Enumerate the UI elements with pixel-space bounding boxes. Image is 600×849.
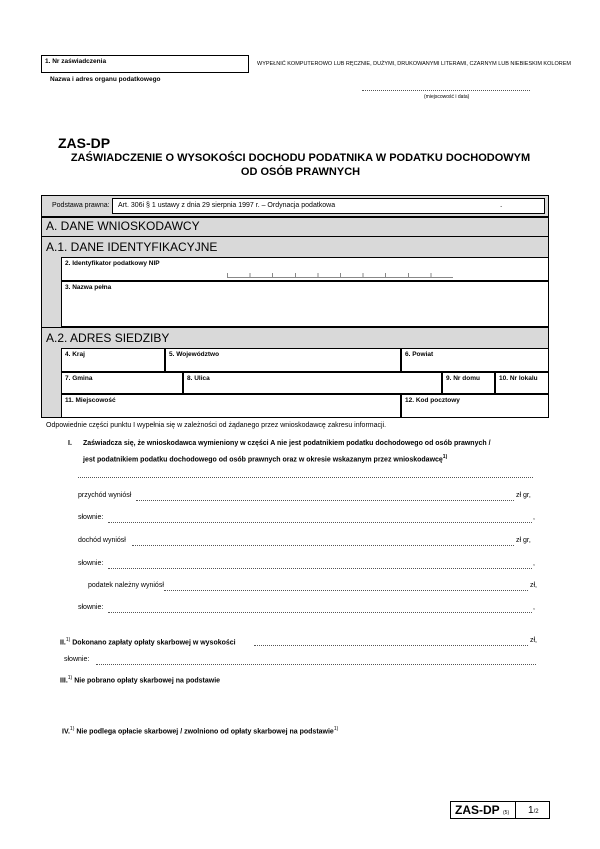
slownie-field-2[interactable] bbox=[108, 568, 532, 569]
nr-domu-label: 9. Nr domu bbox=[446, 375, 480, 382]
form-title-line2: OD OSÓB PRAWNYCH bbox=[240, 166, 361, 178]
miejscowosc-field[interactable] bbox=[61, 394, 401, 418]
przychod-field[interactable] bbox=[136, 500, 514, 501]
kraj-label: 4. Kraj bbox=[65, 351, 85, 358]
divider bbox=[41, 236, 549, 237]
part-i-line2 bbox=[83, 454, 447, 463]
podatek-unit: zł, bbox=[530, 582, 537, 589]
part-ii-label: Dokonano zapłaty opłaty skarbowej w wysokości bbox=[72, 639, 236, 647]
form-title-line1: ZAŚWIADCZENIE O WYSOKOŚCI DOCHODU PODATNIKA W PODATKU DOCHODOWYM bbox=[70, 152, 531, 164]
legal-basis-period: . bbox=[500, 200, 503, 209]
part-i-number: I. bbox=[68, 440, 72, 447]
kod-pocztowy-field[interactable] bbox=[401, 394, 549, 418]
footnote-ref: 1) bbox=[442, 454, 448, 460]
footer-form-code: ZAS-DP bbox=[455, 803, 500, 817]
nr-zaswiadczenia-label: 1. Nr zaświadczenia bbox=[45, 58, 107, 65]
miejscowosc-label: 11. Miejscowość bbox=[65, 397, 116, 404]
section-a2-title: A.2. ADRES SIEDZIBY bbox=[46, 331, 170, 345]
part-iii-number: III. bbox=[60, 677, 68, 685]
legal-basis-label: Podstawa prawna: bbox=[52, 202, 110, 209]
kod-pocztowy-label: 12. Kod pocztowy bbox=[405, 397, 460, 404]
section-a1-title: A.1. DANE IDENTYFIKACYJNE bbox=[46, 240, 218, 254]
part-iii-label: Nie pobrano opłaty skarbowej na podstawie bbox=[74, 677, 221, 685]
podatek-label: podatek należny wyniósł bbox=[88, 582, 164, 589]
gmina-field[interactable] bbox=[61, 372, 183, 394]
footer-version: (5) bbox=[503, 810, 510, 816]
dochod-unit: zł gr, bbox=[516, 537, 531, 544]
part-iv-number: IV. bbox=[62, 728, 70, 736]
slownie-label-2: słownie: bbox=[78, 560, 104, 567]
przychod-unit: zł gr, bbox=[516, 492, 531, 499]
footnote-ref: 1) bbox=[333, 726, 339, 732]
nr-domu-field[interactable] bbox=[442, 372, 495, 394]
form-code: ZAS-DP bbox=[58, 135, 111, 151]
powiat-field[interactable] bbox=[401, 348, 549, 372]
nip-comb bbox=[227, 273, 453, 278]
oplata-field[interactable] bbox=[254, 645, 528, 646]
part-iv-text bbox=[62, 726, 338, 735]
slownie-field-3[interactable] bbox=[108, 612, 532, 613]
note-text: Odpowiednie części punktu I wypełnia się w zależności od żądanego przez wnioskodawcę zakresu informacji. bbox=[46, 422, 387, 429]
fill-instruction: WYPEŁNIĆ KOMPUTEROWO LUB RĘCZNIE, DUŻYMI, DRUKOWANYMI LITERAMI, CZARNYM LUB NIEBIESKIM KOLOREM bbox=[257, 61, 571, 67]
slownie-label-3: słownie: bbox=[78, 604, 104, 611]
ulica-field[interactable] bbox=[183, 372, 442, 394]
footer-page-total: /2 bbox=[533, 809, 539, 815]
comma-1: , bbox=[533, 514, 535, 521]
place-date-line bbox=[362, 90, 530, 91]
footer-page-number: 1 bbox=[528, 805, 534, 816]
nr-lokalu-field[interactable] bbox=[495, 372, 549, 394]
divider bbox=[515, 802, 516, 818]
part-ii-number: II. bbox=[60, 639, 66, 647]
slownie-field-4[interactable] bbox=[96, 664, 536, 665]
powiat-label: 6. Powiat bbox=[405, 351, 434, 358]
dochod-field[interactable] bbox=[132, 545, 514, 546]
section-a-title: A. DANE WNIOSKODAWCY bbox=[46, 219, 200, 233]
footnote-ref: 1) bbox=[69, 726, 75, 732]
slownie-field-1[interactable] bbox=[108, 522, 532, 523]
nip-field[interactable] bbox=[61, 257, 549, 281]
podatek-field[interactable] bbox=[164, 590, 528, 591]
nazwa-pelna-field[interactable] bbox=[61, 281, 549, 327]
nazwa-pelna-label: 3. Nazwa pełna bbox=[65, 284, 112, 291]
ulica-label: 8. Ulica bbox=[187, 375, 210, 382]
gmina-label: 7. Gmina bbox=[65, 375, 93, 382]
dochod-label: dochód wyniósł bbox=[78, 537, 126, 544]
footer-page bbox=[528, 805, 539, 816]
footnote-ref: 1) bbox=[65, 637, 71, 643]
organ-label: Nazwa i adres organu podatkowego bbox=[50, 76, 161, 83]
part-i-line2-text: jest podatnikiem podatku dochodowego od osób prawnych oraz w okresie wskazanym przez wnioskodawcę bbox=[83, 456, 443, 464]
footer-form-code-box bbox=[450, 801, 550, 819]
place-date-label: (miejscowość i data) bbox=[424, 94, 470, 100]
part-ii-text bbox=[60, 637, 236, 646]
part-iii-text bbox=[60, 675, 220, 684]
part-i-extra-line[interactable] bbox=[78, 477, 533, 478]
kraj-field[interactable] bbox=[61, 348, 165, 372]
divider bbox=[41, 327, 549, 328]
slownie-label-4: słownie: bbox=[64, 656, 90, 663]
nr-zaswiadczenia-field[interactable] bbox=[41, 55, 249, 73]
footnote-ref: 1) bbox=[67, 675, 73, 681]
comma-2: , bbox=[533, 560, 535, 567]
legal-basis-text: Art. 306i § 1 ustawy z dnia 29 sierpnia 1997 r. – Ordynacja podatkowa bbox=[118, 202, 336, 209]
przychod-label: przychód wyniósł bbox=[78, 492, 132, 499]
part-iv-label: Nie podlega opłacie skarbowej / zwolniono od opłaty skarbowej na podstawie bbox=[76, 728, 334, 736]
wojewodztwo-label: 5. Województwo bbox=[169, 351, 220, 358]
nip-label: 2. Identyfikator podatkowy NIP bbox=[65, 260, 160, 267]
slownie-label-1: słownie: bbox=[78, 514, 104, 521]
part-i-line1: Zaświadcza się, że wnioskodawca wymieniony w części A nie jest podatnikiem podatku dochodowego od osób prawnych / bbox=[83, 440, 491, 447]
comma-3: , bbox=[533, 604, 535, 611]
nr-lokalu-label: 10. Nr lokalu bbox=[499, 375, 538, 382]
wojewodztwo-field[interactable] bbox=[165, 348, 401, 372]
oplata-unit: zł, bbox=[530, 637, 537, 644]
